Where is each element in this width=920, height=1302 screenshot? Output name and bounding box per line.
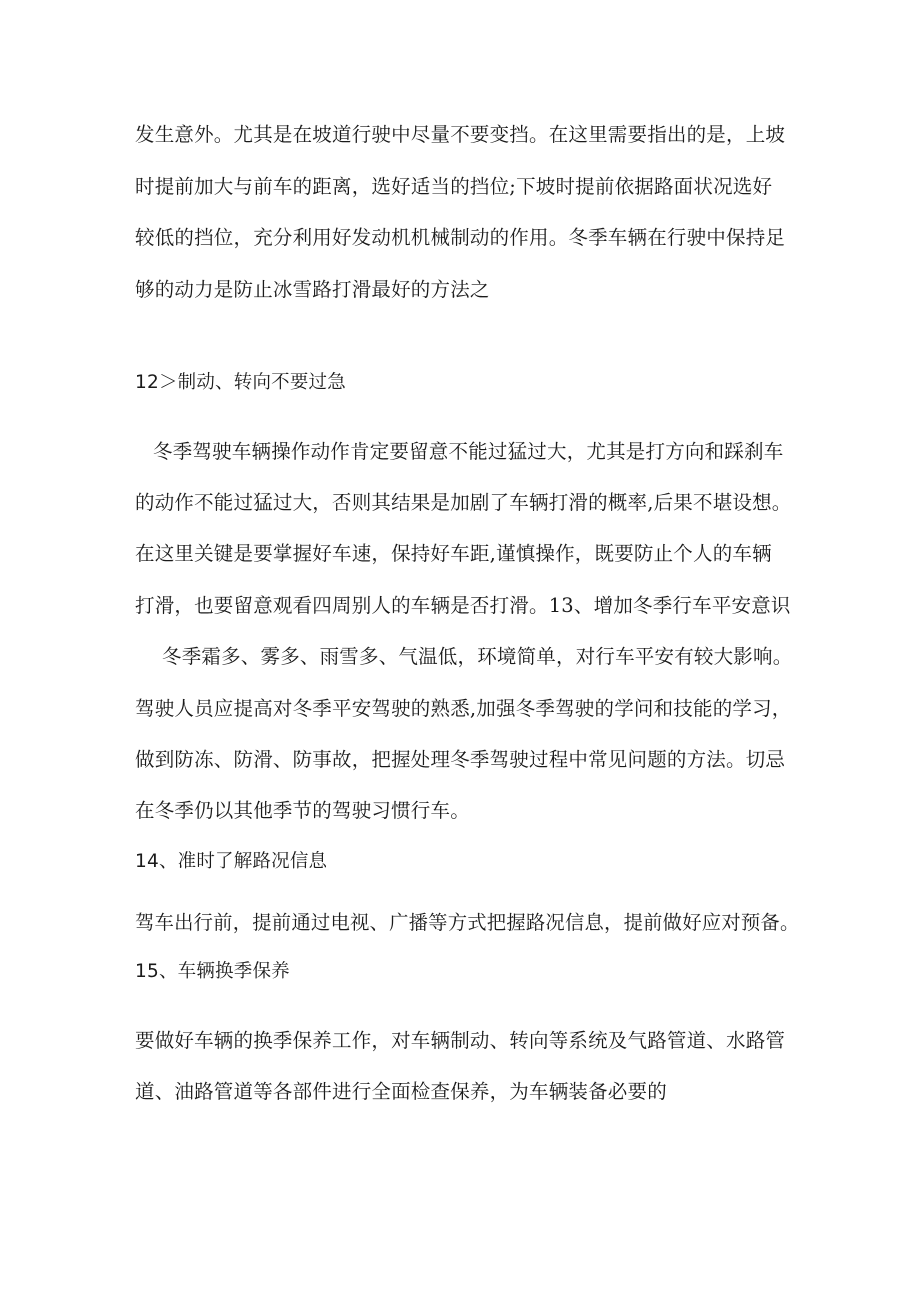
section-heading-12: 12＞制动、转向不要过急 [135, 372, 346, 393]
paragraph-line: 发生意外。尤其是在坡道行驶中尽量不要变挡。在这里需要指出的是，上坡 [135, 123, 786, 146]
paragraph-line: 冬季霜多、雾多、雨雪多、气温低，环境简单，对行车平安有较大影响。 [162, 645, 793, 668]
section-heading-14: 14、准时了解路况信息 [135, 851, 328, 872]
paragraph-line: 时提前加大与前车的距离，选好适当的挡位;下坡时提前依据路面状况选好 [135, 175, 773, 198]
section-heading-15: 15、车辆换季保养 [135, 961, 290, 982]
paragraph-line: 较低的挡位，充分利用好发动机机械制动的作用。冬季车辆在行驶中保持足 [135, 226, 786, 249]
paragraph-line: 驾车出行前，提前通过电视、广播等方式把握路况信息，提前做好应对预备。 [135, 911, 800, 934]
paragraph-line: 驾驶人员应提高对冬季平安驾驶的熟悉,加强冬季驾驶的学问和技能的学习， [135, 697, 792, 720]
paragraph-line: 够的动力是防止冰雪路打滑最好的方法之 [135, 278, 490, 301]
paragraph-line: 冬季驾驶车辆操作动作肯定要留意不能过猛过大，尤其是打方向和踩刹车 [153, 440, 784, 463]
paragraph-line: 的动作不能过猛过大，否则其结果是加剧了车辆打滑的概率,后果不堪设想。 [135, 491, 792, 514]
paragraph-line: 打滑，也要留意观看四周别人的车辆是否打滑。13、增加冬季行车平安意识 [135, 594, 791, 617]
paragraph-line: 做到防冻、防滑、防事故，把握处理冬季驾驶过程中常见问题的方法。切忌 [135, 748, 786, 771]
paragraph-line: 道、油路管道等各部件进行全面检查保养，为车辆装备必要的 [135, 1080, 667, 1103]
paragraph-line: 在冬季仍以其他季节的驾驶习惯行车。 [135, 799, 470, 822]
paragraph-line: 在这里关键是要掌握好车速，保持好车距,谨慎操作，既要防止个人的车辆 [135, 542, 772, 565]
paragraph-line: 要做好车辆的换季保养工作，对车辆制动、转向等系统及气路管道、水路管 [135, 1029, 786, 1052]
